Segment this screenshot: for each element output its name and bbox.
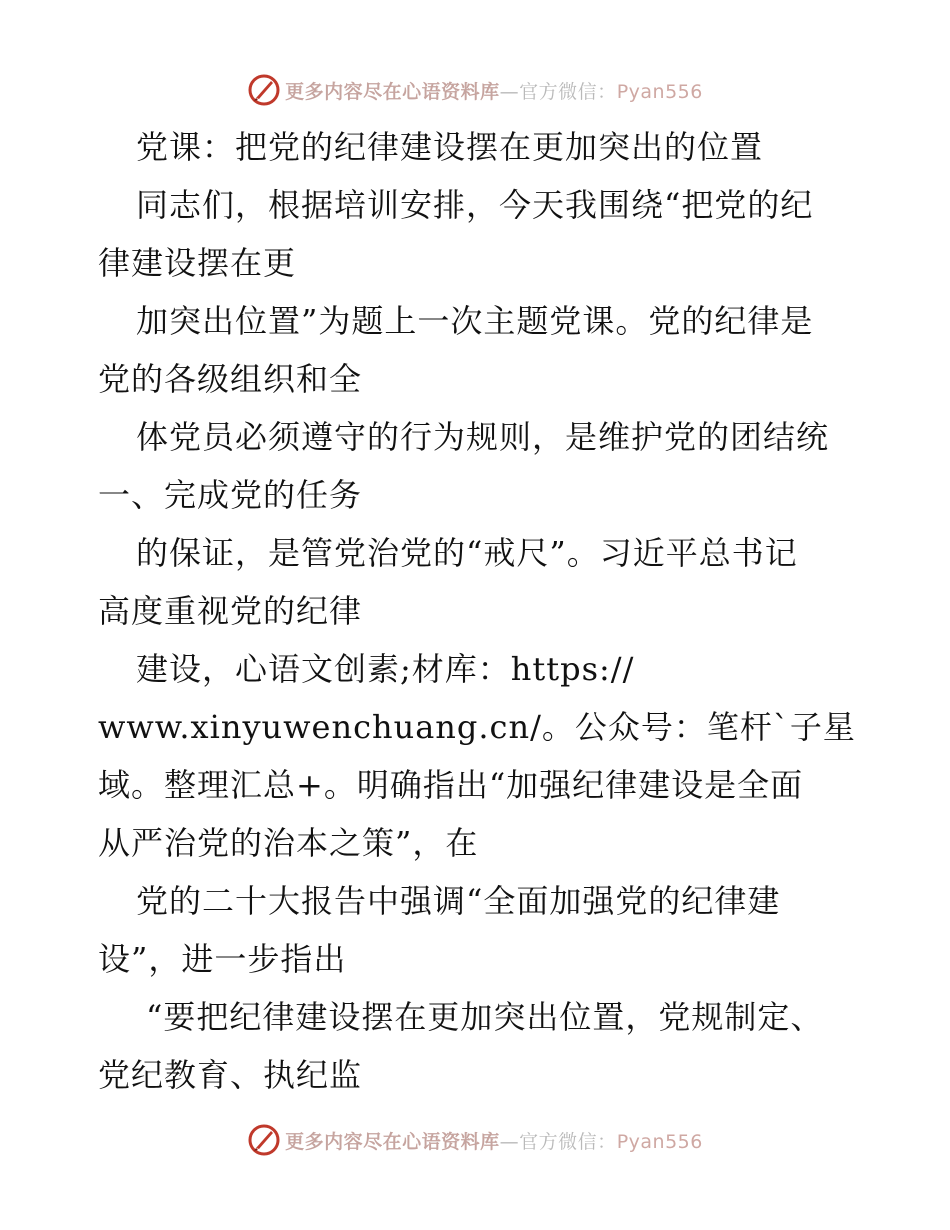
text-line: 加突出位置”为题上一次主题党课。党的纪律是 (136, 302, 814, 340)
text-line: 同志们，根据培训安排，今天我围绕“把党的纪 (136, 186, 814, 224)
watermark-text: 更多内容尽在心语资料库—官方微信：Pyan556 (285, 1130, 703, 1153)
text-line: “要把纪律建设摆在更加突出位置，党规制定、 (146, 998, 824, 1036)
text-line: 一、完成党的任务 (98, 476, 363, 514)
text-line: 从严治党的治本之策”，在 (98, 824, 479, 862)
text-line: 的保证，是管党治党的“戒尺”。习近平总书记 (136, 534, 798, 572)
text-line: 高度重视党的纪律 (98, 592, 363, 630)
quill-pen-logo-icon (247, 1123, 281, 1157)
text-line: 党的各级组织和全 (98, 360, 363, 398)
text-line: 设”，进一步指出 (98, 940, 347, 978)
document-title: 党课：把党的纪律建设摆在更加突出的位置 (136, 128, 764, 166)
text-line: 党的二十大报告中强调“全面加强党的纪律建 (136, 882, 781, 920)
document-body (98, 118, 858, 1104)
text-line: 体党员必须遵守的行为规则，是维护党的团结统 (136, 418, 830, 456)
text-line: 党纪教育、执纪监 (98, 1056, 363, 1094)
header-watermark (0, 72, 950, 108)
text-line: 律建设摆在更 (98, 244, 297, 282)
text-line: 建设，心语文创素;材库：https:// (136, 650, 635, 688)
quill-pen-logo-icon (247, 73, 281, 107)
watermark-text: 更多内容尽在心语资料库—官方微信：Pyan556 (285, 80, 703, 103)
footer-watermark (0, 1122, 950, 1158)
text-line: 域。整理汇总+。明确指出“加强纪律建设是全面 (98, 766, 804, 804)
text-line: www.xinyuwenchuang.cn/。公众号：笔杆`子星 (98, 708, 856, 746)
